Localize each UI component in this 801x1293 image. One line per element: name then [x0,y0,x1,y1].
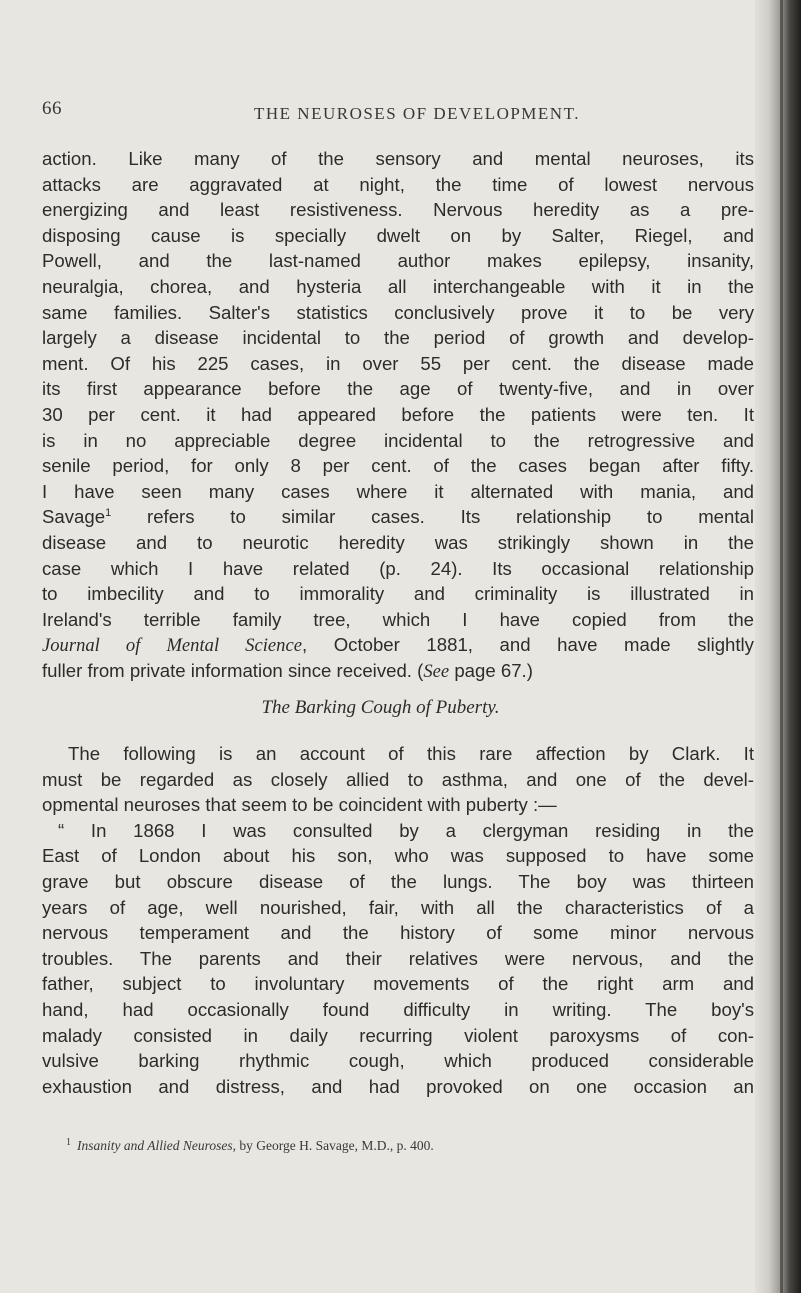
text-line: its first appearance before the age of twenty-five, and in over [42,378,754,400]
text-line: ment. Of his 225 cases, in over 55 per cent. the disease made [42,352,754,374]
quote-line: nervous temperament and the history of some minor nervous [42,922,754,944]
text-line: same families. Salter's statistics conclusively prove it to be very [42,301,754,323]
quote-line: East of London about his son, who was supposed to have some [42,845,754,867]
quote-line: hand, had occasionally found difficulty in writing. The boy's [42,998,754,1020]
text-line: must be regarded as closely allied to asthma, and one of the devel- [42,768,754,790]
last-line-text: fuller from private information since received. [42,659,412,681]
quote-line: years of age, well nourished, fair, with all the characteristics of a [42,896,754,918]
footnote-title: Insanity and Allied Neuroses, [77,1138,236,1153]
quote-line: exhaustion and distress, and had provoked on one occasion an [42,1075,754,1097]
quote-line: father, subject to involuntary movements of the right arm and [42,973,754,995]
journal-title: Journal of Mental Science [42,635,302,657]
see-word: See [423,660,450,682]
text-line-savage [42,504,754,530]
text-line: case which I have related (p. 24). Its occasional relationship [42,557,754,579]
text-line: action. Like many of the sensory and mental neuroses, its [42,148,754,169]
text-line: to imbecility and to immorality and criminality is illustrated in [42,583,754,605]
quote-line: troubles. The parents and their relatives were nervous, and the [42,947,754,969]
paragraph-1 [42,146,754,683]
open-paren: ( [417,659,424,681]
running-title: THE NEUROSES OF DEVELOPMENT. [254,104,580,123]
text-line: attacks are aggravated at night, the time of lowest nervous [42,173,754,195]
journal-line-rest: , October 1881, and have made slightly [301,634,754,656]
footnote-mark: 1 [66,1136,71,1148]
text-line: I have seen many cases where it alternated with mania, and [42,480,754,502]
quote-line: malady consisted in daily recurring violent paroxysms of con- [42,1024,754,1046]
section-heading: The Barking Cough of Puberty. [261,697,500,718]
binding-gutter [755,0,801,1293]
text-line: disease and to neurotic heredity was strikingly shown in the [42,531,754,553]
text-line: disposing cause is specially dwelt on by Salter, Riegel, and [42,224,754,246]
savage-line-rest: refers to similar cases. Its relationship to mental [147,506,755,528]
text-line: energizing and least resistiveness. Nervous heredity as a pre- [42,199,754,221]
text-line: Powell, and the last-named author makes epilepsy, insanity, [42,250,754,272]
text-line: is in no appreciable degree incidental to the retrogressive and [42,429,754,451]
footnote [66,1138,434,1154]
text-line-last [42,658,754,684]
text-line: 30 per cent. it had appeared before the patients were ten. It [42,403,754,425]
binding-shadow-line [780,0,783,1293]
savage-word: Savage [42,506,106,528]
text-line: Ireland's terrible family tree, which I have copied from the [42,608,754,630]
see-rest: page 67.) [454,659,533,681]
quote-line: vulsive barking rhythmic cough, which produced considerable [42,1050,754,1072]
footnote-reference: 1 [105,507,112,520]
footnote-text: by George H. Savage, M.D., p. 400. [239,1138,434,1153]
page-number: 66 [42,98,62,119]
text-line-journal [42,632,754,658]
text-line: senile period, for only 8 per cent. of the cases began after fifty. [42,455,754,477]
quote-line: “ In 1868 I was consulted by a clergyman residing in the [58,819,754,841]
quote-line: grave but obscure disease of the lungs. The boy was thirteen [42,870,754,892]
text-line: neuralgia, chorea, and hysteria all interchangeable with it in the [42,275,754,297]
text-line: largely a disease incidental to the period of growth and develop- [42,327,754,349]
text-line: The following is an account of this rare affection by Clark. It [68,743,754,764]
text-line: opmental neuroses that seem to be coincident with puberty :— [42,794,557,816]
paragraph-2 [42,741,754,1099]
